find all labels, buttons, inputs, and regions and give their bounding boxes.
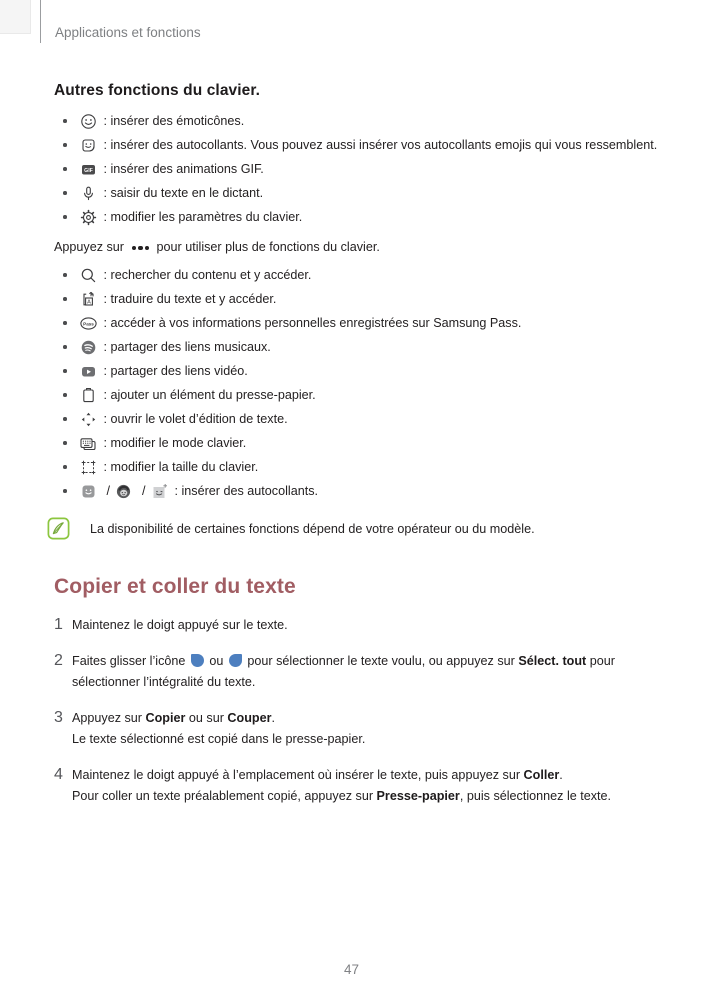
note-pen-icon [47, 517, 70, 540]
sticker-sparkle-icon [149, 483, 170, 500]
list-item [54, 407, 658, 431]
bullet-dot [63, 119, 67, 123]
bullet-dot [63, 345, 67, 349]
step-text-segment: Appuyez sur [72, 711, 143, 725]
gear-icon [78, 209, 99, 226]
list-item-text: : partager des liens musicaux. [103, 340, 271, 354]
bold-label-copy: Copier [145, 711, 186, 725]
list-item-text: : insérer des émoticônes. [103, 114, 245, 128]
list-item [54, 455, 658, 479]
list-item [54, 287, 658, 311]
step-text-segment: Maintenez le doigt appuyé à l’emplacement où insérer le texte, puis appuyez sur [72, 768, 521, 782]
step-text: Maintenez le doigt appuyé sur le texte. [72, 618, 288, 632]
selection-handle-left-icon [191, 654, 204, 667]
list-item [54, 311, 658, 335]
step-text-segment: Pour coller un texte préalablement copié, appuyez sur [72, 789, 374, 803]
step-2 [54, 651, 658, 693]
list-item-text: : accéder à vos informations personnelles enregistrées sur Samsung Pass. [103, 316, 522, 330]
translate-icon [78, 291, 99, 308]
samsung-pass-icon [78, 315, 99, 332]
bullet-dot [63, 191, 67, 195]
step-number: 3 [54, 709, 63, 726]
bullet-dot [63, 417, 67, 421]
list-item [54, 133, 658, 157]
sticker-square-icon [78, 483, 99, 500]
more-line-prefix: Appuyez sur [54, 240, 125, 254]
selection-handle-right-icon [229, 654, 242, 667]
step-3 [54, 708, 658, 750]
list-item-text: : insérer des autocollants. Vous pouvez aussi insérer vos autocollants emojis qui vous ressemblent. [103, 138, 658, 152]
step-text-segment: Faites glisser l’icône [72, 654, 186, 668]
svg-text:A: A [86, 299, 91, 306]
list-item [54, 205, 658, 229]
keyboard-mode-icon [78, 435, 99, 452]
step-text [72, 651, 658, 693]
list-item [54, 157, 658, 181]
list-item [54, 109, 658, 133]
bullet-dot [63, 167, 67, 171]
page-number: 47 [343, 962, 360, 977]
step-text [72, 708, 365, 729]
more-functions-line [54, 240, 658, 254]
step-text-segment: pour sélectionner l’intégralité du texte. [72, 654, 615, 689]
sticker-icon [78, 137, 99, 154]
section-title: Copier et coller du texte [54, 575, 296, 598]
search-icon [78, 267, 99, 284]
step-number: 4 [54, 766, 63, 783]
bullet-dot [63, 441, 67, 445]
emoticon-icon [78, 113, 99, 130]
svg-text:GIF: GIF [83, 167, 93, 174]
step-number: 1 [54, 616, 63, 633]
more-line-suffix: pour utiliser plus de fonctions du clavier. [156, 240, 380, 254]
spotify-icon [78, 339, 99, 356]
bold-label-cut: Couper [227, 711, 272, 725]
clipboard-icon [78, 387, 99, 404]
gif-icon [78, 161, 99, 178]
step-text-segment: , puis sélectionnez le texte. [459, 789, 612, 803]
list-item-text: : ouvrir le volet d’édition de texte. [103, 412, 288, 426]
note-text: La disponibilité de certaines fonctions dépend de votre opérateur ou du modèle. [90, 521, 535, 536]
bullet-dot [63, 321, 67, 325]
running-header: Applications et fonctions [55, 25, 201, 40]
step-1 [54, 615, 658, 636]
list-item-text: : modifier les paramètres du clavier. [103, 210, 303, 224]
youtube-icon [78, 363, 99, 380]
list-item-text: : partager des liens vidéo. [103, 364, 248, 378]
bold-label-select-all: Sélect. tout [518, 654, 587, 668]
svg-text:Pass: Pass [82, 320, 94, 326]
step-text [72, 765, 611, 786]
list-item-text: : insérer des animations GIF. [103, 162, 264, 176]
page-content [54, 82, 658, 822]
page-corner-artifact [0, 0, 31, 34]
list-item [54, 263, 658, 287]
more-functions-list [54, 263, 658, 503]
more-options-icon [131, 240, 151, 254]
list-item-text: : saisir du texte en le dictant. [103, 186, 264, 200]
bold-label-clipboard: Presse-papier [376, 789, 460, 803]
list-item [54, 383, 658, 407]
keyboard-size-icon [78, 459, 99, 476]
step-text-segment: . [271, 711, 275, 725]
bullet-dot [63, 369, 67, 373]
step-text-segment: pour sélectionner le texte voulu, ou appuyez sur [247, 654, 515, 668]
list-item [54, 359, 658, 383]
bullet-dot [63, 297, 67, 301]
step-4 [54, 765, 658, 807]
keyboard-functions-list [54, 109, 658, 229]
list-item-text: : rechercher du contenu et y accéder. [103, 268, 312, 282]
list-item [54, 335, 658, 359]
availability-note [47, 517, 658, 540]
mic-icon [78, 185, 99, 202]
list-item-text: : modifier le mode clavier. [103, 436, 247, 450]
step-text-segment: . [559, 768, 563, 782]
step-text-segment: ou [209, 654, 224, 668]
icon-separator: / [106, 484, 110, 498]
bullet-dot [63, 489, 67, 493]
bullet-dot [63, 393, 67, 397]
list-item [54, 181, 658, 205]
list-item [54, 431, 658, 455]
bullet-dot [63, 465, 67, 469]
copy-paste-steps [54, 615, 658, 807]
step-subtext: Le texte sélectionné est copié dans le presse-papier. [72, 732, 366, 746]
bullet-dot [63, 215, 67, 219]
list-item [54, 479, 658, 503]
list-item-text: : ajouter un élément du presse-papier. [103, 388, 316, 402]
header-rule [40, 0, 41, 43]
list-item-text: : insérer des autocollants. [174, 484, 319, 498]
bold-label-paste: Coller [523, 768, 560, 782]
list-item-text: : traduire du texte et y accéder. [103, 292, 277, 306]
bullet-dot [63, 143, 67, 147]
step-number: 2 [54, 652, 63, 669]
text-edit-arrows-icon [78, 411, 99, 428]
emoji-avatar-icon [113, 483, 134, 500]
bullet-dot [63, 273, 67, 277]
section-subtitle: Autres fonctions du clavier. [54, 82, 261, 99]
list-item-text: : modifier la taille du clavier. [103, 460, 259, 474]
icon-separator: / [142, 484, 146, 498]
step-text-segment: ou sur [188, 711, 224, 725]
step-subtext [72, 786, 611, 807]
